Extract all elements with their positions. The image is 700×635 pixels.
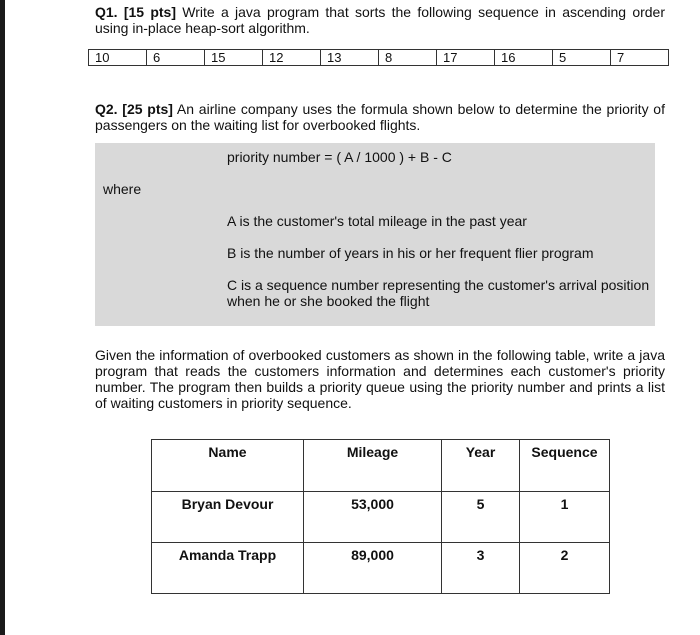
table-row: [152, 492, 610, 543]
question-2-label: Q2. [25 pts]: [95, 101, 173, 117]
question-1-text: Write a java program that sorts the following sequence in ascending order using in-place heap-sort algorithm.: [95, 4, 666, 36]
customers-table: [151, 439, 610, 594]
question-2-text: An airline company uses the formula shown below to determine the priority of passengers on the waiting list for overbooked flights.: [95, 101, 665, 133]
cell-name: Bryan Devour: [152, 492, 304, 543]
sequence-row: [89, 50, 669, 66]
cell-sequence: 2: [520, 543, 610, 594]
question-2: [95, 101, 665, 133]
cell-mileage: 89,000: [304, 543, 442, 594]
table-header-row: [152, 440, 610, 492]
column-header-year: Year: [442, 440, 520, 492]
question-1-label: Q1. [15 pts]: [95, 4, 177, 20]
sequence-table: [88, 49, 669, 66]
priority-formula: priority number = ( A / 1000 ) + B - C: [227, 149, 452, 165]
column-header-mileage: Mileage: [304, 440, 442, 492]
sequence-cell: 8: [379, 50, 437, 66]
sequence-cell: 6: [147, 50, 205, 66]
column-header-name: Name: [152, 440, 304, 492]
cell-year: 5: [442, 492, 520, 543]
cell-year: 3: [442, 543, 520, 594]
left-edge-bar: [0, 0, 5, 635]
sequence-cell: 17: [437, 50, 495, 66]
definition-c: C is a sequence number representing the customer's arrival position when he or she booked the flight: [227, 277, 650, 309]
definition-b: B is the number of years in his or her frequent flier program: [227, 245, 594, 261]
question-1: [95, 4, 665, 36]
sequence-cell: 12: [263, 50, 321, 66]
sequence-cell: 13: [321, 50, 379, 66]
cell-sequence: 1: [520, 492, 610, 543]
definition-a: A is the customer's total mileage in the past year: [227, 213, 527, 229]
sequence-cell: 16: [495, 50, 553, 66]
table-row: [152, 543, 610, 594]
sequence-cell: 15: [205, 50, 263, 66]
column-header-sequence: Sequence: [520, 440, 610, 492]
sequence-cell: 7: [611, 50, 669, 66]
sequence-cell: 10: [89, 50, 147, 66]
sequence-cell: 5: [553, 50, 611, 66]
where-label: where: [103, 181, 142, 197]
cell-name: Amanda Trapp: [152, 543, 304, 594]
cell-mileage: 53,000: [304, 492, 442, 543]
given-paragraph: Given the information of overbooked customers as shown in the following table, write a java program that reads the customers information and determines each customer's priority number. The program then builds a priority queue using the priority number and prints a list of waiting customers in priority sequence.: [95, 347, 665, 411]
